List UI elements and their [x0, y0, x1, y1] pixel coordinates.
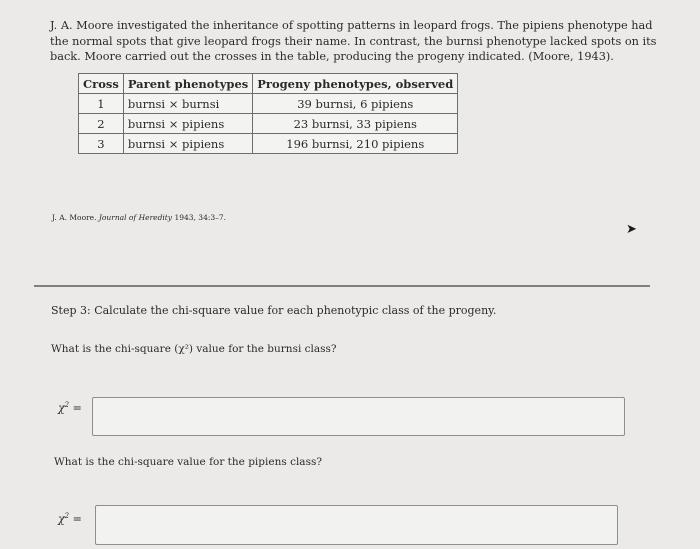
- header-progeny-phenotypes: Progeny phenotypes, observed: [253, 74, 458, 94]
- chi-symbol: χ: [58, 512, 65, 526]
- cross-table: [78, 73, 458, 154]
- progeny-phenotypes: 39 burnsi, 6 pipiens: [253, 94, 458, 114]
- cross-number: 2: [79, 114, 124, 134]
- parent-phenotypes: burnsi × pipiens: [123, 114, 252, 134]
- citation-details: 1943, 34:3–7.: [174, 213, 227, 222]
- citation: [52, 213, 226, 222]
- equals-sign: =: [72, 401, 82, 415]
- table-row: [79, 94, 458, 114]
- header-parent-phenotypes: Parent phenotypes: [123, 74, 252, 94]
- cross-number: 3: [79, 134, 124, 154]
- table-row: [79, 114, 458, 134]
- header-cross: Cross: [79, 74, 124, 94]
- chi-square-label-burnsi: [58, 401, 82, 415]
- chi-square-label-pipiens: [58, 512, 82, 526]
- table-row: [79, 134, 458, 154]
- parent-phenotypes: burnsi × pipiens: [123, 134, 252, 154]
- chi-exponent: 2: [64, 401, 70, 409]
- cursor-arrow-icon: ➤: [626, 222, 637, 237]
- cross-number: 1: [79, 94, 124, 114]
- step-title: Step 3: Calculate the chi-square value for each phenotypic class of the progeny.: [51, 304, 497, 317]
- burnsi-question: What is the chi-square (χ²) value for the burnsi class?: [51, 343, 337, 355]
- burnsi-chi-square-input[interactable]: [92, 397, 625, 436]
- pipiens-question: What is the chi-square value for the pipiens class?: [54, 456, 322, 468]
- equals-sign: =: [72, 512, 82, 526]
- problem-intro: J. A. Moore investigated the inheritance of spotting patterns in leopard frogs. The pipiens phenotype had the normal spots that give leopard frogs their name. In contrast, the burnsi phenotype lacked spots on its back. Moore carried out the crosses in the table, producing the progeny indicated. (Moore, 1943).: [50, 19, 657, 63]
- chi-symbol: χ: [58, 401, 65, 415]
- parent-phenotypes: burnsi × burnsi: [123, 94, 252, 114]
- table-header-row: [79, 74, 458, 94]
- section-divider: [34, 285, 650, 287]
- progeny-phenotypes: 23 burnsi, 33 pipiens: [253, 114, 458, 134]
- progeny-phenotypes: 196 burnsi, 210 pipiens: [253, 134, 458, 154]
- pipiens-chi-square-input[interactable]: [95, 505, 618, 545]
- citation-author: J. A. Moore.: [52, 213, 97, 222]
- citation-journal: Journal of Heredity: [98, 213, 173, 222]
- chi-exponent: 2: [64, 512, 70, 520]
